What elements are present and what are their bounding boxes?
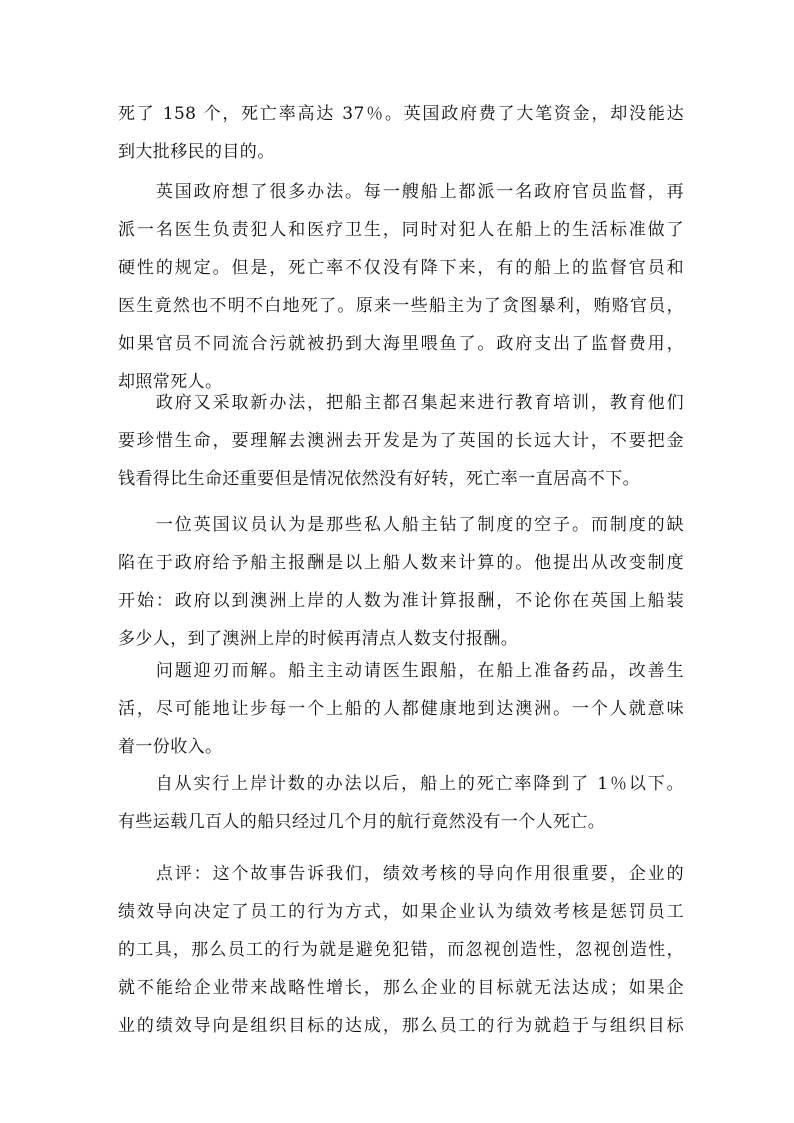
text-line: 政府又采取新办法，把船主都召集起来进行教育培训，教育他们 bbox=[118, 393, 684, 413]
text-line: 的工具，那么员工的行为就是避免犯错，而忽视创造性，忽视创造性， bbox=[118, 940, 684, 960]
text-line: 多少人，到了澳洲上岸的时候再清点人数支付报酬。 bbox=[118, 629, 519, 649]
text-line: 点评：这个故事告诉我们，绩效考核的导向作用很重要，企业的 bbox=[118, 864, 684, 884]
text-line: 开始：政府以到澳洲上岸的人数为准计算报酬，不论你在英国上船装 bbox=[118, 591, 684, 611]
text-line: 到大批移民的目的。 bbox=[118, 142, 275, 162]
text-line: 就不能给企业带来战略性增长，那么企业的目标就无法达成；如果企 bbox=[118, 978, 684, 998]
text-line: 自从实行上岸计数的办法以后，船上的死亡率降到了 1％以下。 bbox=[118, 774, 684, 794]
text-line: 死了 158 个，死亡率高达 37％。英国政府费了大笔资金，却没能达 bbox=[118, 104, 684, 124]
text-line: 却照常死人。 bbox=[118, 372, 223, 392]
text-line: 一位英国议员认为是那些私人船主钻了制度的空子。而制度的缺 bbox=[118, 515, 684, 535]
text-line: 有些运载几百人的船只经过几个月的航行竟然没有一个人死亡。 bbox=[118, 812, 606, 832]
text-line: 医生竟然也不明不白地死了。原来一些船主为了贪图暴利，贿赂官员， bbox=[118, 296, 684, 316]
text-line: 着一份收入。 bbox=[118, 737, 223, 757]
text-line: 如果官员不同流合污就被扔到大海里喂鱼了。政府支出了监督费用， bbox=[118, 334, 684, 354]
paragraph bbox=[118, 173, 684, 401]
text-line: 绩效导向决定了员工的行为方式，如果企业认为绩效考核是惩罚员工 bbox=[118, 902, 684, 922]
text-line: 派一名医生负责犯人和医疗卫生，同时对犯人在船上的生活标准做了 bbox=[118, 220, 684, 240]
paragraph bbox=[118, 384, 684, 498]
text-line: 钱看得比生命还重要但是情况依然没有好转，死亡率一直居高不下。 bbox=[118, 469, 640, 489]
text-line: 硬性的规定。但是，死亡率不仅没有降下来，有的船上的监督官员和 bbox=[118, 258, 684, 278]
text-line: 业的绩效导向是组织目标的达成，那么员工的行为就趋于与组织目标 bbox=[118, 1016, 684, 1036]
paragraph bbox=[118, 652, 684, 766]
text-line: 要珍惜生命，要理解去澳洲去开发是为了英国的长远大计，不要把金 bbox=[118, 431, 684, 451]
text-line: 陷在于政府给予船主报酬是以上船人数来计算的。他提出从改变制度 bbox=[118, 553, 684, 573]
paragraph bbox=[118, 855, 684, 1045]
paragraph bbox=[118, 765, 684, 841]
text-line: 问题迎刃而解。船主主动请医生跟船，在船上准备药品，改善生 bbox=[118, 661, 684, 681]
paragraph bbox=[118, 506, 684, 658]
paragraph bbox=[118, 95, 684, 171]
text-line: 活，尽可能地让步每一个上船的人都健康地到达澳洲。一个人就意味 bbox=[118, 699, 684, 719]
text-line: 英国政府想了很多办法。每一艘船上都派一名政府官员监督，再 bbox=[118, 182, 684, 202]
